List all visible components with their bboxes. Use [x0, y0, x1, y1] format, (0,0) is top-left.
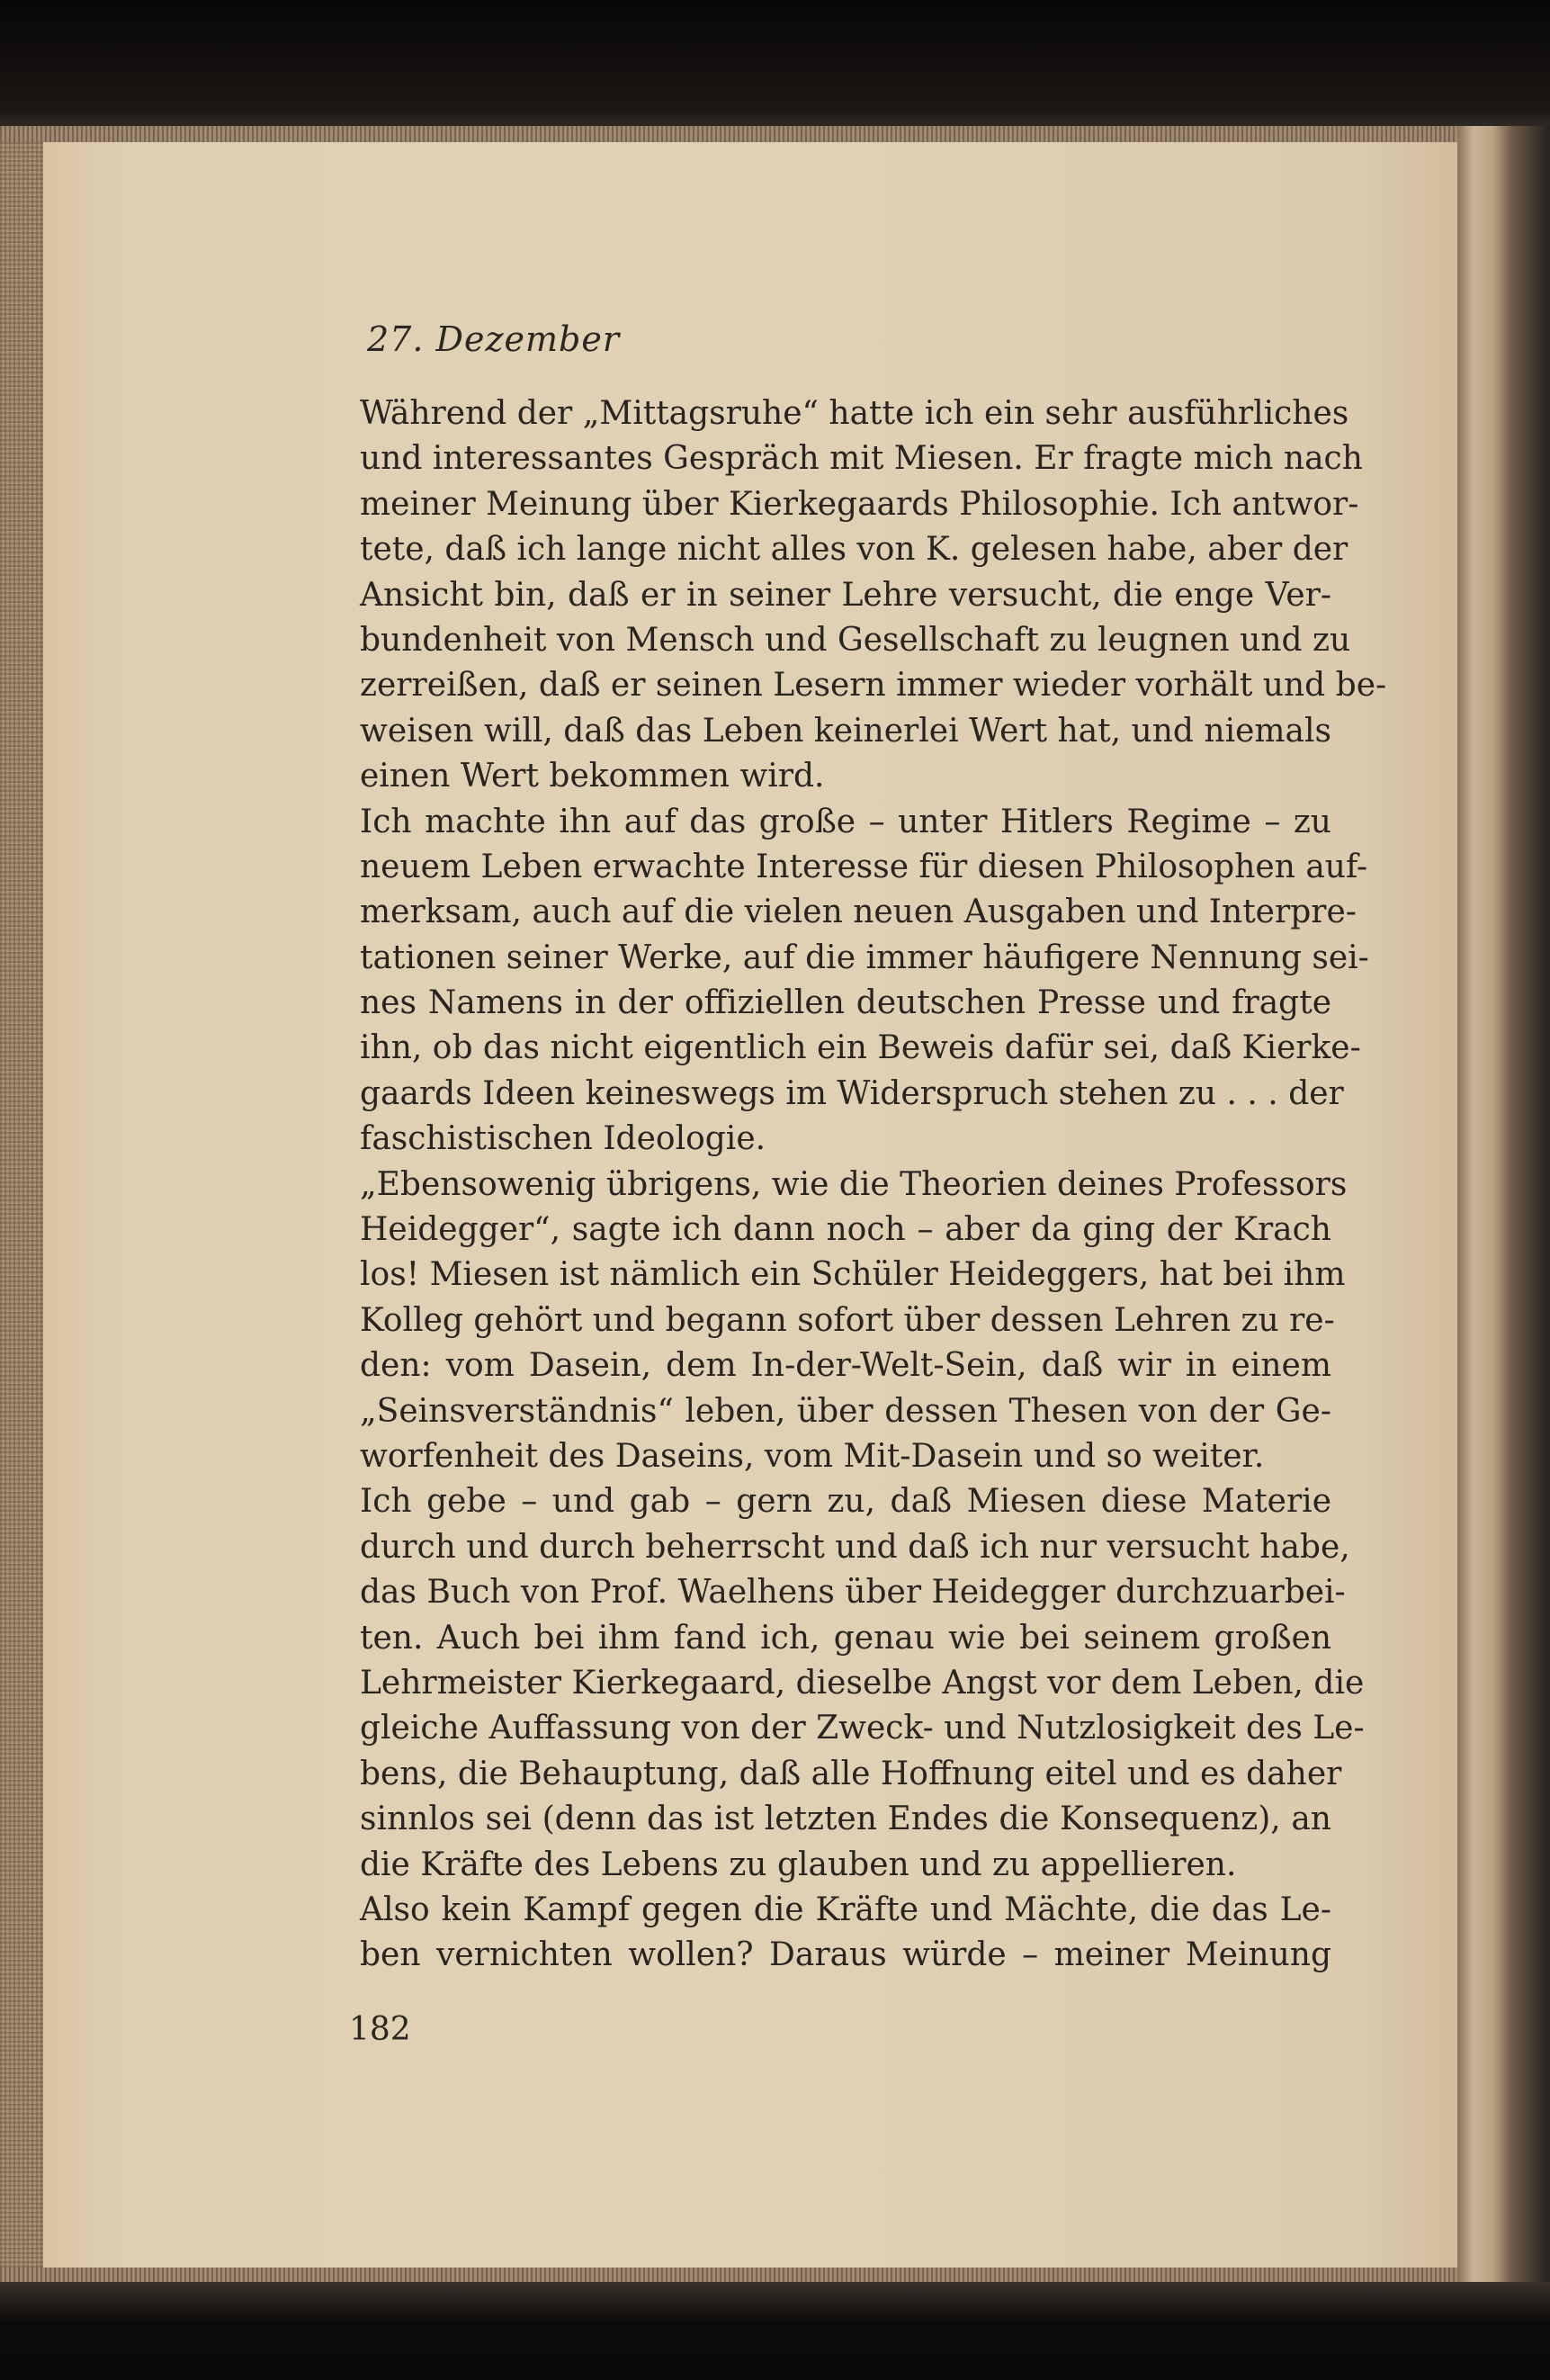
- text-line: gaards Ideen keineswegs im Widerspruch stehen zu . . . der: [360, 1074, 1344, 1112]
- text-line: durch und durch beherrscht und daß ich nur versucht habe,: [360, 1528, 1350, 1566]
- text-line: zerreißen, daß er seinen Lesern immer wieder vorhält und be-: [360, 667, 1387, 705]
- text-line: faschistischen Ideologie.: [360, 1120, 766, 1158]
- text-line: Kolleg gehört und begann sofort über dessen Lehren zu re-: [360, 1301, 1335, 1339]
- text-line: Heidegger“, sagte ich dann noch – aber da ging der Krach: [360, 1211, 1331, 1249]
- text-line: bundenheit von Mensch und Gesellschaft zu leugnen und zu: [360, 621, 1351, 659]
- text-line: das Buch von Prof. Waelhens über Heidegger durchzuarbei-: [360, 1574, 1346, 1612]
- body-text: [360, 391, 1387, 1979]
- text-line: gleiche Auffassung von der Zweck- und Nutzlosigkeit des Le-: [360, 1710, 1365, 1747]
- text-line: weisen will, daß das Leben keinerlei Wert hat, und niemals: [360, 712, 1331, 750]
- text-line: merksam, auch auf die vielen neuen Ausgaben und Interpre-: [360, 894, 1357, 931]
- page-bottom-edge: [0, 2268, 1511, 2282]
- text-line: den: vom Dasein, dem In-der-Welt-Sein, daß wir in einem: [360, 1347, 1331, 1385]
- text-line: nes Namens in der offiziellen deutschen Presse und fragte: [360, 984, 1331, 1022]
- entry-date-heading: 27. Dezember: [367, 319, 620, 359]
- text-line: sinnlos sei (denn das ist letzten Endes die Konsequenz), an: [360, 1801, 1331, 1838]
- text-line: bens, die Behauptung, daß alle Hoffnung eitel und es daher: [360, 1755, 1342, 1792]
- text-line: „Seinsverständnis“ leben, über dessen Thesen von der Ge-: [360, 1392, 1331, 1430]
- text-line: Ich gebe – und gab – gern zu, daß Miesen diese Materie: [360, 1483, 1331, 1521]
- text-line: Ansicht bin, daß er in seiner Lehre versucht, die enge Ver-: [360, 576, 1331, 614]
- text-line: worfenheit des Daseins, vom Mit-Dasein und so weiter.: [360, 1437, 1265, 1475]
- page-right-edge: [1457, 126, 1550, 2295]
- background-top: [0, 0, 1550, 135]
- text-line: die Kräfte des Lebens zu glauben und zu appellieren.: [360, 1846, 1237, 1883]
- text-line: Also kein Kampf gegen die Kräfte und Mächte, die das Le-: [360, 1891, 1331, 1928]
- text-line: Lehrmeister Kierkegaard, dieselbe Angst vor dem Leben, die: [360, 1664, 1365, 1702]
- text-line: Ich machte ihn auf das große – unter Hitlers Regime – zu: [360, 803, 1331, 840]
- text-line: tete, daß ich lange nicht alles von K. gelesen habe, aber der: [360, 531, 1348, 569]
- text-line: „Ebensowenig übrigens, wie die Theorien deines Professors: [360, 1165, 1348, 1203]
- page-top-edge: [0, 126, 1511, 142]
- text-line: tationen seiner Werke, auf die immer häufigere Nennung sei-: [360, 939, 1369, 976]
- text-line: neuem Leben erwachte Interesse für diesen Philosophen auf-: [360, 848, 1368, 885]
- text-line: los! Miesen ist nämlich ein Schüler Heideggers, hat bei ihm: [360, 1256, 1346, 1294]
- text-line: ihn, ob das nicht eigentlich ein Beweis dafür sei, daß Kierke-: [360, 1029, 1361, 1067]
- text-line: meiner Meinung über Kierkegaards Philosophie. Ich antwor-: [360, 485, 1359, 523]
- background-bottom: [0, 2282, 1550, 2380]
- text-line: ten. Auch bei ihm fand ich, genau wie bei seinem großen: [360, 1619, 1331, 1657]
- page-number: 182: [349, 2011, 411, 2048]
- text-line: ben vernichten wollen? Daraus würde – meiner Meinung: [360, 1936, 1331, 1974]
- text-line: und interessantes Gespräch mit Miesen. Er fragte mich nach: [360, 440, 1363, 478]
- text-line: Während der „Mittagsruhe“ hatte ich ein sehr ausführliches: [360, 395, 1349, 432]
- text-line: einen Wert bekommen wird.: [360, 758, 825, 795]
